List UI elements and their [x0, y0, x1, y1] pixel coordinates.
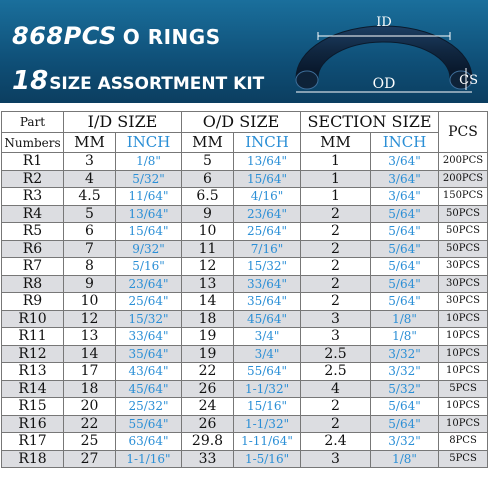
od-inch-cell: 1-1/32"	[234, 415, 301, 433]
id-inch-cell: 15/32"	[116, 310, 182, 328]
size-label: SIZE ASSORTMENT KIT	[49, 74, 265, 94]
part-cell: R16	[2, 415, 64, 433]
id-inch-cell: 45/64"	[116, 380, 182, 398]
kit-subtitle	[12, 66, 264, 96]
od-inch-cell: 15/32"	[234, 258, 301, 276]
cs-inch-cell: 3/32"	[371, 433, 439, 451]
table-row	[2, 188, 488, 206]
pcs-cell: 50PCS	[439, 240, 488, 258]
od-inch-cell: 23/64"	[234, 205, 301, 223]
id-inch-cell: 25/64"	[116, 293, 182, 311]
pcs-cell: 50PCS	[439, 205, 488, 223]
table-row	[2, 293, 488, 311]
cs-mm-cell: 1	[301, 188, 371, 206]
cs-mm-cell: 2	[301, 275, 371, 293]
id-mm-cell: 6	[64, 223, 116, 241]
pcs-cell: 5PCS	[439, 380, 488, 398]
cs-inch-cell: 3/64"	[371, 170, 439, 188]
pcs-cell: 50PCS	[439, 223, 488, 241]
od-mm-cell: 19	[182, 328, 234, 346]
cs-mm-cell: 2	[301, 398, 371, 416]
od-mm-cell: 19	[182, 345, 234, 363]
cs-mm-cell: 2.4	[301, 433, 371, 451]
size-count: 18	[12, 66, 49, 96]
table-row	[2, 275, 488, 293]
part-header: Part	[2, 112, 64, 133]
od-mm-cell: 24	[182, 398, 234, 416]
od-mm-header: MM	[182, 133, 234, 153]
od-inch-cell: 3/4"	[234, 328, 301, 346]
od-inch-cell: 1-11/64"	[234, 433, 301, 451]
id-inch-cell: 15/64"	[116, 223, 182, 241]
od-mm-cell: 13	[182, 275, 234, 293]
od-inch-cell: 3/4"	[234, 345, 301, 363]
id-mm-cell: 8	[64, 258, 116, 276]
id-mm-header: MM	[64, 133, 116, 153]
id-mm-cell: 5	[64, 205, 116, 223]
id-inch-cell: 9/32"	[116, 240, 182, 258]
pcs-cell: 10PCS	[439, 398, 488, 416]
pcs-cell: 5PCS	[439, 450, 488, 468]
cs-inch-cell: 5/64"	[371, 415, 439, 433]
od-mm-cell: 29.8	[182, 433, 234, 451]
section-size-header: SECTION SIZE	[301, 112, 439, 133]
id-mm-cell: 18	[64, 380, 116, 398]
id-inch-cell: 33/64"	[116, 328, 182, 346]
pcs-cell: 200PCS	[439, 153, 488, 171]
cs-mm-cell: 2	[301, 293, 371, 311]
table-row	[2, 345, 488, 363]
cs-mm-cell: 2.5	[301, 363, 371, 381]
header-banner	[0, 0, 488, 103]
id-mm-cell: 22	[64, 415, 116, 433]
table-row	[2, 433, 488, 451]
id-mm-cell: 17	[64, 363, 116, 381]
id-inch-cell: 1/8"	[116, 153, 182, 171]
part-cell: R7	[2, 258, 64, 276]
od-mm-cell: 5	[182, 153, 234, 171]
cs-inch-cell: 5/64"	[371, 293, 439, 311]
od-mm-cell: 26	[182, 380, 234, 398]
id-inch-cell: 63/64"	[116, 433, 182, 451]
pcs-header: PCS	[439, 112, 488, 153]
part-cell: R8	[2, 275, 64, 293]
cs-mm-cell: 2	[301, 223, 371, 241]
id-mm-cell: 3	[64, 153, 116, 171]
od-inch-cell: 15/16"	[234, 398, 301, 416]
od-mm-cell: 33	[182, 450, 234, 468]
part-cell: R17	[2, 433, 64, 451]
kit-title	[12, 22, 221, 50]
part-cell: R10	[2, 310, 64, 328]
id-mm-cell: 25	[64, 433, 116, 451]
od-inch-cell: 15/64"	[234, 170, 301, 188]
id-mm-cell: 13	[64, 328, 116, 346]
table-row	[2, 398, 488, 416]
title-count: 868PCS	[12, 22, 117, 50]
cs-mm-cell: 3	[301, 450, 371, 468]
id-inch-cell: 35/64"	[116, 345, 182, 363]
pcs-cell: 200PCS	[439, 170, 488, 188]
id-inch-cell: 25/32"	[116, 398, 182, 416]
id-inch-cell: 5/32"	[116, 170, 182, 188]
cs-label: CS	[459, 73, 478, 88]
cs-mm-cell: 2	[301, 240, 371, 258]
id-mm-cell: 4	[64, 170, 116, 188]
table-row	[2, 258, 488, 276]
part-cell: R15	[2, 398, 64, 416]
cs-inch-cell: 1/8"	[371, 328, 439, 346]
table-row	[2, 223, 488, 241]
cs-mm-cell: 2	[301, 205, 371, 223]
id-mm-cell: 10	[64, 293, 116, 311]
id-inch-cell: 43/64"	[116, 363, 182, 381]
cs-inch-cell: 5/64"	[371, 205, 439, 223]
table-row	[2, 380, 488, 398]
part-cell: R11	[2, 328, 64, 346]
cs-inch-cell: 5/64"	[371, 258, 439, 276]
cs-inch-cell: 1/8"	[371, 450, 439, 468]
id-mm-cell: 12	[64, 310, 116, 328]
pcs-cell: 8PCS	[439, 433, 488, 451]
cs-mm-cell: 2.5	[301, 345, 371, 363]
id-inch-header: INCH	[116, 133, 182, 153]
od-mm-cell: 6.5	[182, 188, 234, 206]
od-mm-cell: 26	[182, 415, 234, 433]
od-inch-cell: 7/16"	[234, 240, 301, 258]
table-row	[2, 328, 488, 346]
part-cell: R14	[2, 380, 64, 398]
od-inch-cell: 4/16"	[234, 188, 301, 206]
od-inch-cell: 45/64"	[234, 310, 301, 328]
part-cell: R13	[2, 363, 64, 381]
od-inch-cell: 13/64"	[234, 153, 301, 171]
id-mm-cell: 27	[64, 450, 116, 468]
cs-inch-cell: 5/64"	[371, 275, 439, 293]
id-inch-cell: 13/64"	[116, 205, 182, 223]
od-mm-cell: 6	[182, 170, 234, 188]
table-row	[2, 363, 488, 381]
table-row	[2, 450, 488, 468]
od-mm-cell: 10	[182, 223, 234, 241]
id-mm-cell: 14	[64, 345, 116, 363]
table-row	[2, 170, 488, 188]
table-row	[2, 153, 488, 171]
cs-inch-cell: 5/64"	[371, 223, 439, 241]
id-label: ID	[376, 15, 392, 30]
part-cell: R12	[2, 345, 64, 363]
cs-mm-cell: 3	[301, 310, 371, 328]
part-cell: R2	[2, 170, 64, 188]
od-inch-cell: 55/64"	[234, 363, 301, 381]
od-mm-cell: 11	[182, 240, 234, 258]
od-mm-cell: 22	[182, 363, 234, 381]
pcs-cell: 10PCS	[439, 363, 488, 381]
table-subheader-row	[2, 133, 488, 153]
pcs-cell: 150PCS	[439, 188, 488, 206]
part-cell: R9	[2, 293, 64, 311]
pcs-cell: 30PCS	[439, 275, 488, 293]
id-size-header: I/D SIZE	[64, 112, 182, 133]
cs-inch-cell: 5/64"	[371, 398, 439, 416]
od-mm-cell: 18	[182, 310, 234, 328]
pcs-cell: 30PCS	[439, 293, 488, 311]
od-label: OD	[372, 76, 396, 92]
id-mm-cell: 4.5	[64, 188, 116, 206]
od-inch-header: INCH	[234, 133, 301, 153]
cs-inch-cell: 1/8"	[371, 310, 439, 328]
od-mm-cell: 12	[182, 258, 234, 276]
table-row	[2, 205, 488, 223]
cs-inch-header: INCH	[371, 133, 439, 153]
id-inch-cell: 23/64"	[116, 275, 182, 293]
cs-inch-cell: 5/32"	[371, 380, 439, 398]
pcs-cell: 10PCS	[439, 345, 488, 363]
part-cell: R3	[2, 188, 64, 206]
od-size-header: O/D SIZE	[182, 112, 301, 133]
od-inch-cell: 33/64"	[234, 275, 301, 293]
cs-mm-cell: 3	[301, 328, 371, 346]
id-inch-cell: 1-1/16"	[116, 450, 182, 468]
id-mm-cell: 9	[64, 275, 116, 293]
cs-inch-cell: 3/32"	[371, 363, 439, 381]
cs-inch-cell: 3/32"	[371, 345, 439, 363]
od-inch-cell: 25/64"	[234, 223, 301, 241]
cs-inch-cell: 3/64"	[371, 188, 439, 206]
cs-inch-cell: 5/64"	[371, 240, 439, 258]
part-cell: R4	[2, 205, 64, 223]
cs-mm-cell: 2	[301, 415, 371, 433]
id-inch-cell: 5/16"	[116, 258, 182, 276]
cs-mm-cell: 1	[301, 153, 371, 171]
pcs-cell: 30PCS	[439, 258, 488, 276]
ring-arc-shape	[296, 26, 472, 78]
id-mm-cell: 20	[64, 398, 116, 416]
table-header-row	[2, 112, 488, 133]
part-cell: R5	[2, 223, 64, 241]
o-ring-diagram-icon	[282, 8, 482, 100]
part-cell: R18	[2, 450, 64, 468]
ring-section-left	[296, 71, 318, 89]
cs-mm-header: MM	[301, 133, 371, 153]
id-inch-cell: 11/64"	[116, 188, 182, 206]
o-ring-size-table	[1, 111, 488, 468]
table-row	[2, 310, 488, 328]
cs-inch-cell: 3/64"	[371, 153, 439, 171]
id-mm-cell: 7	[64, 240, 116, 258]
table-body	[2, 153, 488, 468]
pcs-cell: 10PCS	[439, 328, 488, 346]
pcs-cell: 10PCS	[439, 415, 488, 433]
od-inch-cell: 35/64"	[234, 293, 301, 311]
o-ring-diagram	[282, 8, 482, 100]
numbers-header: Numbers	[2, 133, 64, 153]
od-mm-cell: 9	[182, 205, 234, 223]
table-row	[2, 415, 488, 433]
od-mm-cell: 14	[182, 293, 234, 311]
part-cell: R1	[2, 153, 64, 171]
cs-mm-cell: 4	[301, 380, 371, 398]
cs-mm-cell: 1	[301, 170, 371, 188]
part-cell: R6	[2, 240, 64, 258]
title-product: O RINGS	[122, 25, 221, 49]
od-inch-cell: 1-5/16"	[234, 450, 301, 468]
pcs-cell: 10PCS	[439, 310, 488, 328]
table-row	[2, 240, 488, 258]
cs-mm-cell: 2	[301, 258, 371, 276]
id-inch-cell: 55/64"	[116, 415, 182, 433]
od-inch-cell: 1-1/32"	[234, 380, 301, 398]
